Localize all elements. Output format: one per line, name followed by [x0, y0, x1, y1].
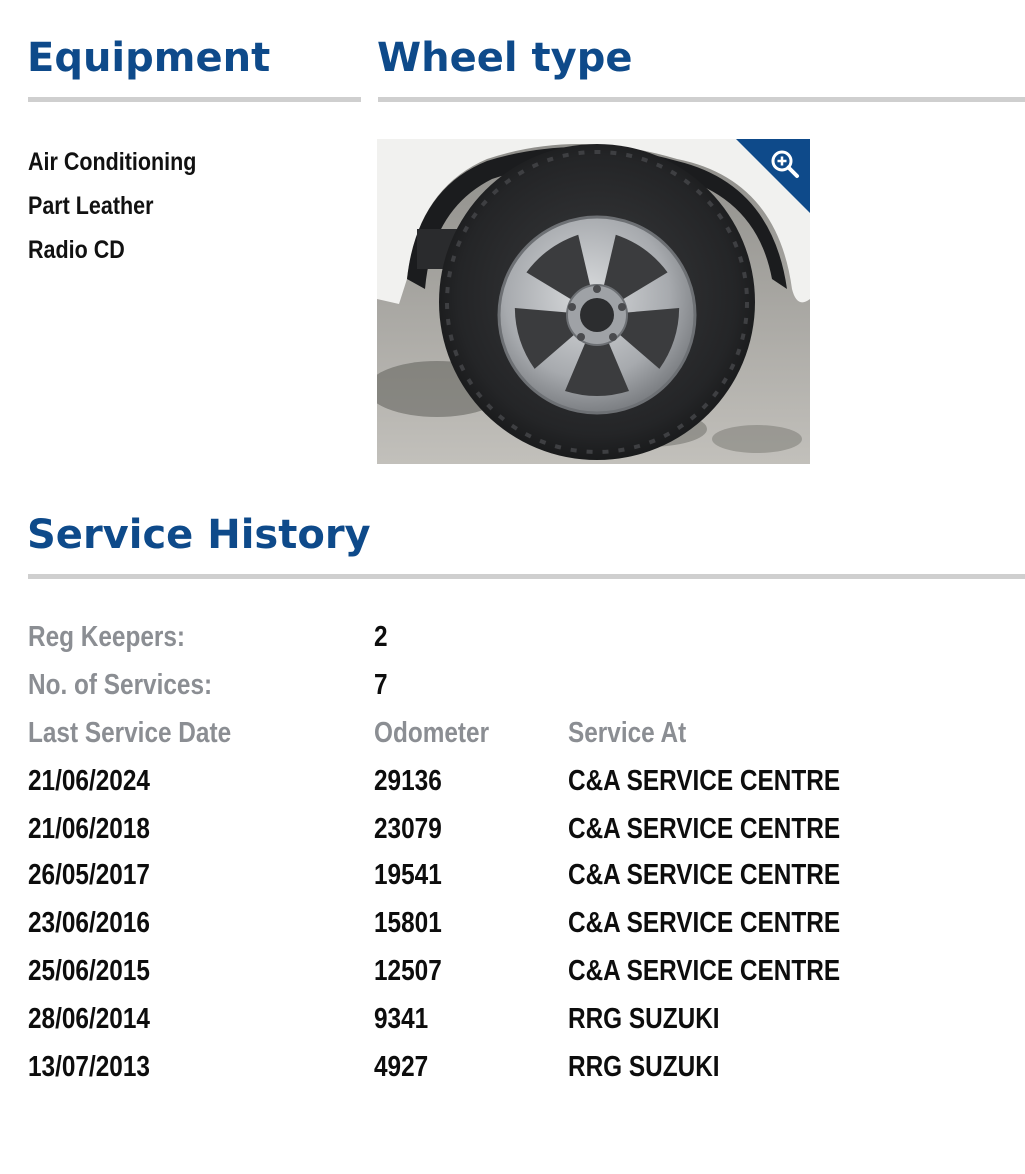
- column-header-odometer: Odometer: [374, 717, 490, 749]
- reg-keepers-value: 2: [374, 621, 388, 653]
- reg-keepers-row: [0, 613, 1025, 661]
- service-date: 13/07/2013: [28, 1051, 150, 1083]
- service-location: RRG SUZUKI: [568, 1051, 720, 1083]
- service-odometer: 15801: [374, 907, 442, 939]
- services-count-value: 7: [374, 669, 388, 701]
- service-row: [0, 805, 1025, 853]
- services-count-row: [0, 661, 1025, 709]
- service-location: RRG SUZUKI: [568, 1003, 720, 1035]
- column-header-service-at: Service At: [568, 717, 687, 749]
- equipment-divider: [28, 97, 361, 102]
- service-odometer: 9341: [374, 1003, 429, 1035]
- service-location: C&A SERVICE CENTRE: [568, 859, 841, 891]
- service-odometer: 23079: [374, 813, 442, 845]
- wheel-type-divider: [378, 97, 1025, 102]
- equipment-heading: Equipment: [27, 35, 271, 81]
- service-date: 21/06/2024: [28, 765, 150, 797]
- service-row: [0, 947, 1025, 995]
- service-history-heading: Service History: [27, 512, 371, 558]
- column-header-last-service-date: Last Service Date: [28, 717, 232, 749]
- service-location: C&A SERVICE CENTRE: [568, 813, 841, 845]
- service-odometer: 4927: [374, 1051, 429, 1083]
- service-row: [0, 995, 1025, 1043]
- service-location: C&A SERVICE CENTRE: [568, 955, 841, 987]
- equipment-item: Part Leather: [28, 192, 154, 220]
- equipment-list: [28, 140, 224, 272]
- service-location: C&A SERVICE CENTRE: [568, 765, 841, 797]
- service-row: [0, 899, 1025, 947]
- wheel-photo[interactable]: [377, 139, 810, 464]
- service-date: 23/06/2016: [28, 907, 150, 939]
- service-date: 26/05/2017: [28, 859, 150, 891]
- service-odometer: 19541: [374, 859, 442, 891]
- services-count-label: No. of Services:: [28, 669, 213, 701]
- service-date: 21/06/2018: [28, 813, 150, 845]
- service-location: C&A SERVICE CENTRE: [568, 907, 841, 939]
- reg-keepers-label: Reg Keepers:: [28, 621, 186, 653]
- service-date: 28/06/2014: [28, 1003, 150, 1035]
- magnifier-plus-icon: [736, 139, 810, 213]
- service-row: [0, 1043, 1025, 1091]
- equipment-item: Radio CD: [28, 236, 125, 264]
- service-date: 25/06/2015: [28, 955, 150, 987]
- service-table-header: [0, 709, 1025, 757]
- wheel-type-heading: Wheel type: [377, 35, 633, 81]
- zoom-button[interactable]: [736, 139, 810, 213]
- equipment-item: Air Conditioning: [28, 148, 197, 176]
- service-row: [0, 757, 1025, 805]
- service-row: [0, 851, 1025, 899]
- service-history-divider: [28, 574, 1025, 579]
- service-odometer: 12507: [374, 955, 442, 987]
- service-odometer: 29136: [374, 765, 442, 797]
